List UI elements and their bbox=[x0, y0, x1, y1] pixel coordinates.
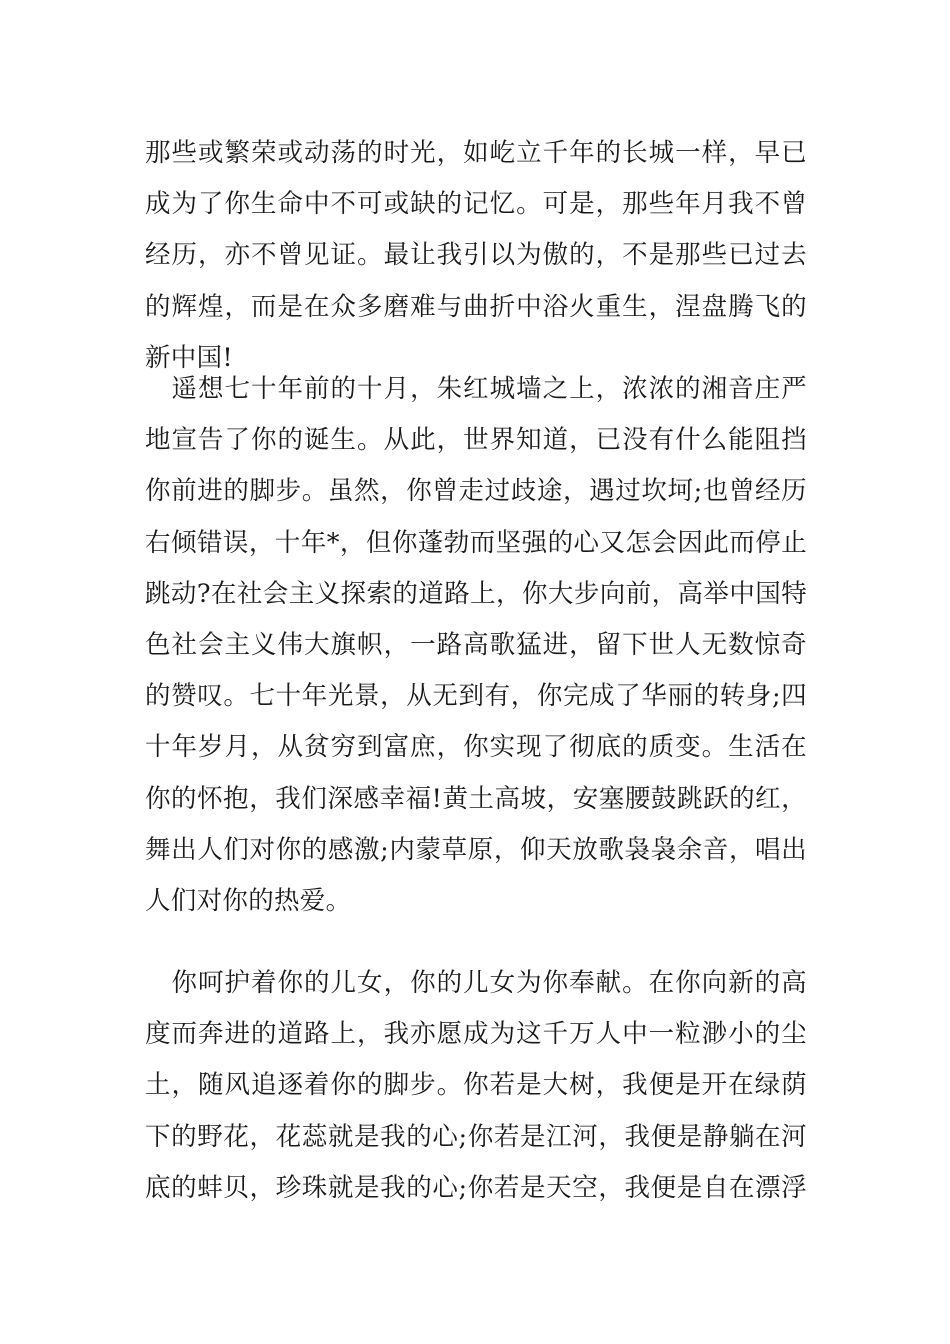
text-line: 下的野花，花蕊就是我的心;你若是江河，我便是静躺在河 bbox=[145, 1121, 807, 1152]
text-line: 那些或繁荣或动荡的时光，如屹立千年的长城一样，早已 bbox=[145, 138, 807, 168]
text-line: 地宣告了你的诞生。从此，世界知道，已没有什么能阻挡 bbox=[145, 425, 807, 456]
text-line: 色社会主义伟大旗帜，一路高歌猛进，留下世人无数惊奇 bbox=[145, 630, 807, 661]
text-line: 你的怀抱，我们深感幸福!黄土高坡，安塞腰鼓跳跃的红， bbox=[145, 783, 807, 814]
paragraph-1 bbox=[145, 128, 807, 384]
text-line: 经历，亦不曾见证。最让我引以为傲的，不是那些已过去 bbox=[145, 240, 807, 271]
text-line: 底的蚌贝，珍珠就是我的心;你若是天空，我便是自在漂浮 bbox=[145, 1172, 807, 1203]
text-line: 右倾错误，十年*，但你蓬勃而坚强的心又怎会因此而停止 bbox=[145, 527, 807, 558]
text-line: 的赞叹。七十年光景，从无到有，你完成了华丽的转身;四 bbox=[145, 681, 807, 712]
text-line: 十年岁月，从贫穷到富庶，你实现了彻底的质变。生活在 bbox=[145, 732, 807, 763]
text-line: 遥想七十年前的十月，朱红城墙之上，浓浓的湘音庄严 bbox=[145, 374, 807, 404]
text-line: 度而奔进的道路上，我亦愿成为这千万人中一粒渺小的尘 bbox=[145, 1019, 807, 1050]
text-line: 舞出人们对你的感激;内蒙草原，仰天放歌袅袅余音，唱出 bbox=[145, 834, 807, 865]
text-line: 的辉煌，而是在众多磨难与曲折中浴火重生，涅盘腾飞的 bbox=[145, 291, 807, 322]
text-line: 新中国! bbox=[145, 342, 233, 373]
text-line: 成为了你生命中不可或缺的记忆。可是，那些年月我不曾 bbox=[145, 189, 807, 220]
paragraph-2 bbox=[145, 364, 807, 927]
text-line: 人们对你的热爱。 bbox=[145, 886, 352, 917]
text-line: 土，随风追逐着你的脚步。你若是大树，我便是开在绿荫 bbox=[145, 1070, 807, 1101]
text-line: 你前进的脚步。虽然，你曾走过歧途，遇过坎坷;也曾经历 bbox=[145, 476, 807, 507]
text-line: 跳动?在社会主义探索的道路上，你大步向前，高举中国特 bbox=[145, 578, 807, 609]
text-line: 你呵护着你的儿女，你的儿女为你奉献。在你向新的高 bbox=[145, 968, 807, 998]
paragraph-3 bbox=[145, 958, 807, 1214]
